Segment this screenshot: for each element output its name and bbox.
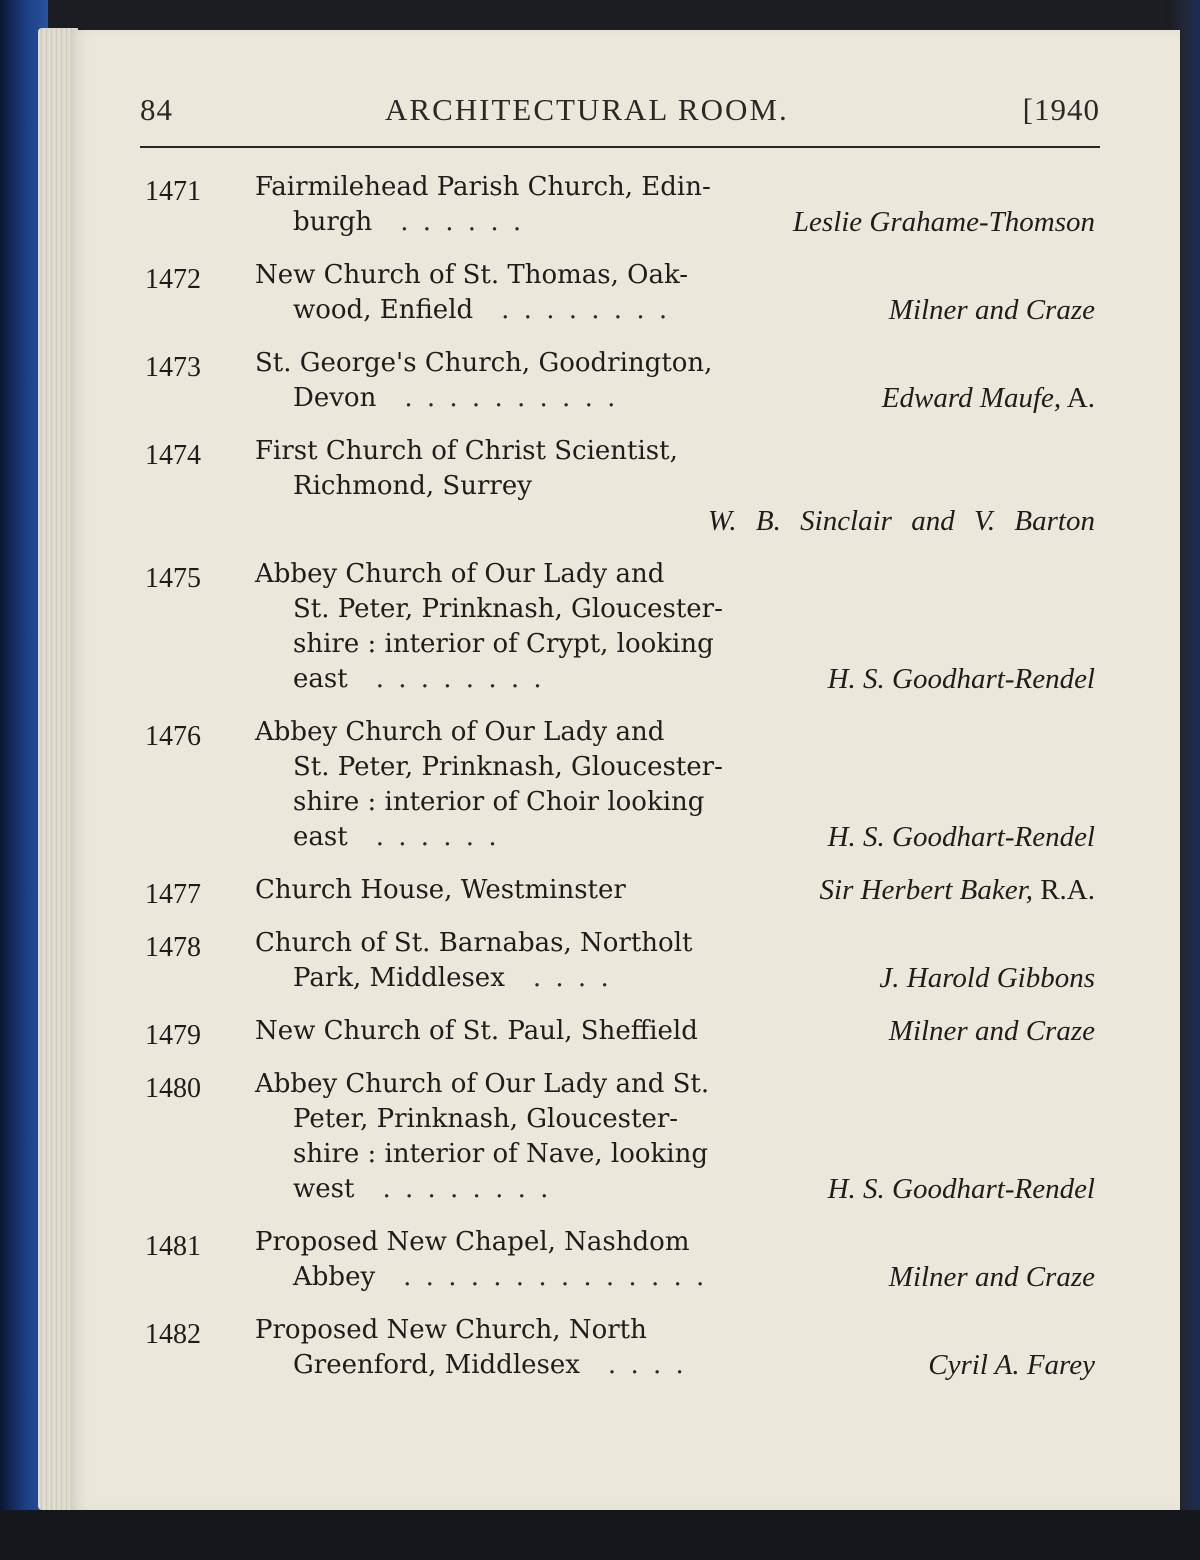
- architect-name: J. Harold Gibbons: [879, 962, 1095, 994]
- architect-name: Milner and Craze: [888, 1261, 1095, 1293]
- entry-title-line: [255, 1137, 1095, 1172]
- entry-title-line: [255, 873, 1095, 908]
- entry-number: 1481: [145, 1231, 201, 1262]
- architect-name: Milner and Craze: [888, 294, 1095, 326]
- entry-title-text: Richmond, Surrey: [293, 471, 532, 501]
- catalogue-entry: [145, 1014, 1095, 1049]
- entry-number: 1478: [145, 932, 201, 963]
- entry-title-text: Devon: [293, 383, 377, 413]
- running-head: [140, 92, 1100, 152]
- entry-title-line: [255, 258, 1095, 293]
- entry-number: 1476: [145, 721, 201, 752]
- catalogue-entry: [145, 170, 1095, 240]
- entry-title-line: [255, 346, 1095, 381]
- entry-body: [255, 170, 1095, 240]
- entry-architect-line: [255, 504, 1095, 539]
- entry-body: [255, 715, 1095, 855]
- entry-title-text: east: [293, 822, 348, 852]
- entry-title-line: [255, 961, 1095, 996]
- entry-body: [255, 346, 1095, 416]
- leader-dots: . . . . . . . .: [382, 1174, 552, 1204]
- entry-title-text: Peter, Prinknash, Gloucester-: [293, 1104, 679, 1134]
- leader-dots: . . . . . . . . . . . . . .: [403, 1262, 708, 1292]
- entry-title-line: [255, 170, 1095, 205]
- entry-title-text: Church House, Westminster: [255, 875, 626, 905]
- entry-body: [255, 1225, 1095, 1295]
- page-number: 84: [140, 92, 173, 127]
- leader-dots: . . . .: [532, 963, 612, 993]
- catalogue-entry: [145, 557, 1095, 697]
- leader-dots: . . . . . . . .: [375, 664, 545, 694]
- running-title: ARCHITECTURAL ROOM.: [385, 92, 789, 127]
- entry-title-text: east: [293, 664, 348, 694]
- leader-dots: . . . . . . . . . .: [404, 383, 619, 413]
- entry-title-line: [255, 1172, 1095, 1207]
- entry-title-line: [255, 1014, 1095, 1049]
- architect-name: Sir Herbert Baker, R.A.: [819, 874, 1095, 906]
- entry-title-line: [255, 205, 1095, 240]
- catalogue-entry: [145, 258, 1095, 328]
- entry-title-text: New Church of St. Paul, Sheffield: [255, 1016, 698, 1046]
- catalogue-entry: [145, 434, 1095, 539]
- entry-title-text: shire : interior of Crypt, looking: [293, 629, 714, 659]
- architect-name: H. S. Goodhart-Rendel: [827, 821, 1095, 853]
- entry-title-text: Church of St. Barnabas, Northolt: [255, 928, 693, 958]
- entry-title-line: [255, 592, 1095, 627]
- entry-title-text: Proposed New Church, North: [255, 1315, 647, 1345]
- entry-title-line: [255, 1102, 1095, 1137]
- entry-title-line: [255, 293, 1095, 328]
- entry-title-text: Park, Middlesex: [293, 963, 505, 993]
- entry-title-line: [255, 785, 1095, 820]
- catalogue-entry: [145, 873, 1095, 908]
- entry-title-line: [255, 715, 1095, 750]
- entry-number: 1471: [145, 176, 201, 207]
- entry-body: [255, 1313, 1095, 1383]
- entry-title-line: [255, 1067, 1095, 1102]
- entry-title-text: west: [293, 1174, 355, 1204]
- architect-name: Cyril A. Farey: [928, 1349, 1095, 1381]
- entry-title-text: shire : interior of Nave, looking: [293, 1139, 708, 1169]
- year-label: [1940: [1022, 92, 1100, 127]
- leader-dots: . . . .: [607, 1350, 687, 1380]
- entry-title-line: [255, 627, 1095, 662]
- entry-body: [255, 1067, 1095, 1207]
- architect-name: Leslie Grahame-Thomson: [792, 206, 1095, 238]
- leader-dots: . . . . . .: [400, 207, 525, 237]
- header-rule: [140, 146, 1100, 148]
- catalogue-entry: [145, 1067, 1095, 1207]
- architect-name: H. S. Goodhart-Rendel: [827, 663, 1095, 695]
- leader-dots: . . . . . .: [375, 822, 500, 852]
- entry-number: 1473: [145, 352, 201, 383]
- entry-title-line: [255, 750, 1095, 785]
- entry-body: [255, 1014, 1095, 1049]
- entry-title-text: St. Peter, Prinknash, Gloucester-: [293, 752, 723, 782]
- entry-number: 1477: [145, 879, 201, 910]
- architect-name: Edward Maufe, A.: [881, 382, 1095, 414]
- entry-title-line: [255, 662, 1095, 697]
- entry-title-text: Greenford, Middlesex: [293, 1350, 580, 1380]
- entry-number: 1480: [145, 1073, 201, 1104]
- entry-title-text: St. George's Church, Goodrington,: [255, 348, 713, 378]
- entry-title-line: [255, 1313, 1095, 1348]
- entry-title-text: Abbey: [293, 1262, 376, 1292]
- architect-honour: A.: [1061, 382, 1095, 414]
- entry-title-text: First Church of Christ Scientist,: [255, 436, 678, 466]
- entry-title-line: [255, 381, 1095, 416]
- leader-dots: . . . . . . . .: [501, 295, 671, 325]
- architect-honour: R.A.: [1032, 874, 1095, 906]
- catalogue-entry: [145, 1225, 1095, 1295]
- entry-body: [255, 434, 1095, 539]
- entry-title-text: Fairmilehead Parish Church, Edin-: [255, 172, 711, 202]
- entry-number: 1474: [145, 440, 201, 471]
- book-cover-bottom: [0, 1510, 1200, 1560]
- entry-number: 1482: [145, 1319, 201, 1350]
- entry-title-line: [255, 557, 1095, 592]
- catalogue-entry: [145, 926, 1095, 996]
- entry-title-text: New Church of St. Thomas, Oak-: [255, 260, 689, 290]
- catalogue-entry: [145, 715, 1095, 855]
- entry-title-text: shire : interior of Choir looking: [293, 787, 705, 817]
- architect-name: W. B. Sinclair and V. Barton: [707, 505, 1095, 537]
- entry-title-line: [255, 926, 1095, 961]
- entry-body: [255, 926, 1095, 996]
- entry-title-text: Proposed New Chapel, Nashdom: [255, 1227, 690, 1257]
- entry-number: 1479: [145, 1020, 201, 1051]
- entry-title-text: Abbey Church of Our Lady and: [255, 717, 665, 747]
- architect-name: H. S. Goodhart-Rendel: [827, 1173, 1095, 1205]
- catalogue-entry: [145, 346, 1095, 416]
- entry-title-text: Abbey Church of Our Lady and St.: [255, 1069, 710, 1099]
- catalogue-entries: [145, 170, 1095, 1401]
- entry-title-line: [255, 820, 1095, 855]
- architect-name: Milner and Craze: [888, 1015, 1095, 1047]
- entry-number: 1472: [145, 264, 201, 295]
- entry-title-text: Abbey Church of Our Lady and: [255, 559, 665, 589]
- entry-body: [255, 258, 1095, 328]
- entry-title-line: [255, 469, 1095, 504]
- entry-title-line: [255, 434, 1095, 469]
- entry-title-line: [255, 1225, 1095, 1260]
- entry-title-text: burgh: [293, 207, 373, 237]
- entry-title-text: St. Peter, Prinknash, Gloucester-: [293, 594, 723, 624]
- entry-body: [255, 873, 1095, 908]
- catalogue-entry: [145, 1313, 1095, 1383]
- entry-title-line: [255, 1260, 1095, 1295]
- entry-number: 1475: [145, 563, 201, 594]
- entry-title-line: [255, 1348, 1095, 1383]
- entry-title-text: wood, Enfield: [293, 295, 474, 325]
- entry-body: [255, 557, 1095, 697]
